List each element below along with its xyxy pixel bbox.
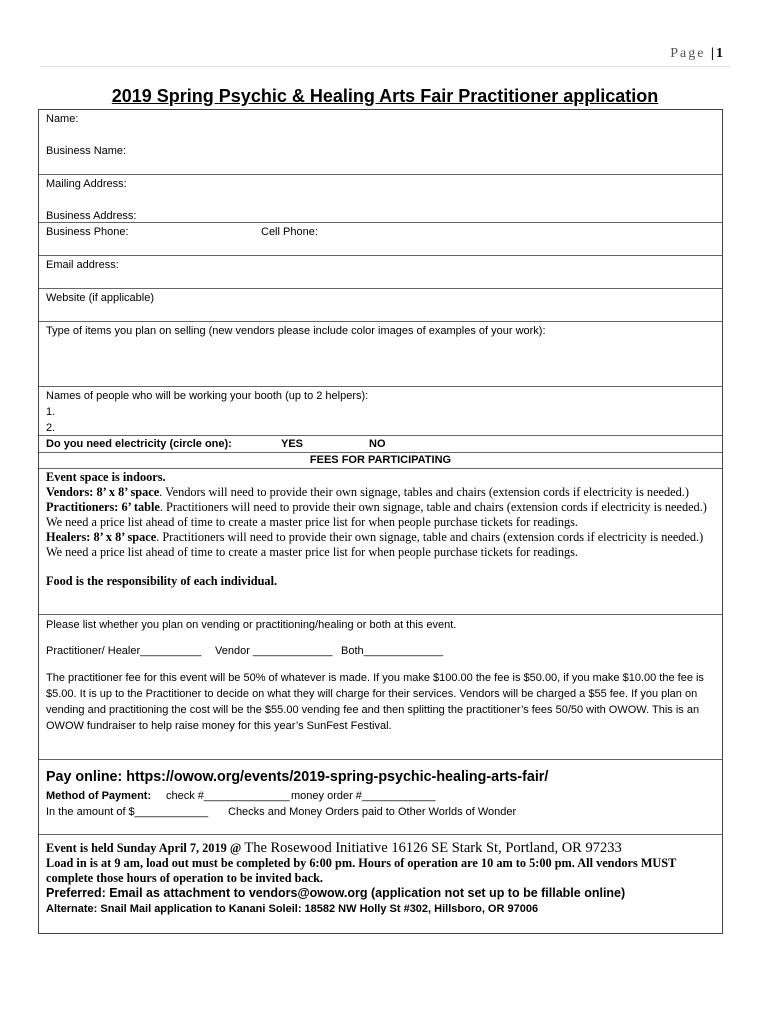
healers-info bbox=[46, 530, 712, 560]
indoors-note: Event space is indoors. bbox=[46, 470, 166, 484]
practitioners-label: Practitioners: 6’ table bbox=[46, 500, 160, 514]
business-phone-field[interactable]: Business Phone: bbox=[46, 226, 129, 238]
electricity-no-option[interactable]: NO bbox=[369, 438, 386, 450]
header-rule bbox=[40, 66, 730, 67]
business-name-field[interactable]: Business Name: bbox=[46, 145, 127, 157]
page-word: Page bbox=[670, 46, 706, 61]
section-fees-heading bbox=[39, 453, 722, 469]
section-addresses bbox=[39, 175, 722, 223]
section-items bbox=[39, 322, 722, 387]
checks-payable-note: Checks and Money Orders paid to Other Worlds of Wonder bbox=[228, 806, 517, 818]
preferred-submission: Preferred: Email as attachment to vendors@owow.org (application not set up to be fillable online) bbox=[46, 886, 626, 900]
practitioner-healer-field[interactable]: Practitioner/ Healer__________ bbox=[46, 645, 202, 657]
email-field[interactable]: Email address: bbox=[46, 259, 119, 271]
fees-heading: FEES FOR PARTICIPATING bbox=[309, 454, 452, 466]
section-payment bbox=[39, 760, 722, 835]
event-date-line bbox=[46, 841, 712, 856]
section-participation bbox=[39, 615, 722, 760]
practitioners-info bbox=[46, 500, 712, 530]
section-website bbox=[39, 289, 722, 322]
amount-field[interactable]: In the amount of $____________ bbox=[46, 806, 209, 818]
vendor-field[interactable]: Vendor _____________ bbox=[215, 645, 333, 657]
event-held: Event is held Sunday April 7, 2019 @ bbox=[46, 841, 245, 855]
money-order-field[interactable]: money order #____________ bbox=[291, 790, 436, 802]
helper-1-field[interactable]: 1. bbox=[46, 406, 56, 418]
cell-phone-field[interactable]: Cell Phone: bbox=[261, 226, 318, 238]
vendors-label: Vendors: 8’ x 8’ space bbox=[46, 485, 160, 499]
electricity-label: Do you need electricity (circle one): bbox=[46, 438, 232, 450]
pay-online-link[interactable]: Pay online: https://owow.org/events/2019-spring-psychic-healing-arts-fair/ bbox=[46, 769, 549, 785]
both-field[interactable]: Both_____________ bbox=[341, 645, 444, 657]
check-number-field[interactable]: check #______________ bbox=[166, 790, 290, 802]
page-number: 1 bbox=[716, 46, 725, 61]
fee-paragraph: The practitioner fee for this event will be 50% of whatever is made. If you make $100.00 the fee is $50.00, if you make $10.00 the fee is $5.00. It is up to the Practitioner to decide on what they will charge for their services. Vendors will be charged a $55 fee. If you plan on vending and practitioning the cost will be the $55.00 vending fee and then splitting the practitioner’s fees 50/50 with OWOW. This is an OWOW fundraiser to help raise money for this year’s SunFest Festival. bbox=[46, 672, 704, 732]
items-selling-field[interactable]: Type of items you plan on selling (new vendors please include color images of examples of your work): bbox=[46, 325, 546, 337]
section-electricity bbox=[39, 436, 722, 453]
participation-prompt: Please list whether you plan on vending or practitioning/healing or both at this event. bbox=[46, 619, 457, 631]
mailing-address-field[interactable]: Mailing Address: bbox=[46, 178, 127, 190]
food-note: Food is the responsibility of each individual. bbox=[46, 574, 278, 588]
section-phones bbox=[39, 223, 722, 256]
alternate-submission: Alternate: Snail Mail application to Kanani Soleil: 18582 NW Holly St #302, Hillsboro, OR 97006 bbox=[46, 903, 539, 915]
helpers-label: Names of people who will be working your booth (up to 2 helpers): bbox=[46, 390, 369, 402]
electricity-yes-option[interactable]: YES bbox=[281, 438, 304, 450]
application-form bbox=[38, 109, 723, 934]
page-separator: | bbox=[710, 46, 716, 61]
practitioners-text: . Practitioners will need to provide their own signage, table and chairs (extension cords if electricity is needed.) We need a price list ahead of time to create a master price list for when people purchase tickets for readings. bbox=[46, 500, 707, 529]
helper-2-field[interactable]: 2. bbox=[46, 422, 56, 434]
vendors-info bbox=[46, 485, 712, 500]
payment-method-label: Method of Payment: bbox=[46, 790, 152, 802]
section-event bbox=[39, 835, 722, 933]
section-helpers bbox=[39, 387, 722, 436]
section-names bbox=[39, 110, 722, 175]
page-header bbox=[40, 46, 725, 62]
load-in-info: Load in is at 9 am, load out must be completed by 6:00 pm. Hours of operation are 10 am to 5:00 pm. All vendors MUST complete those hours of operation to be invited back. bbox=[46, 856, 677, 885]
section-fees-info bbox=[39, 469, 722, 615]
vendors-text: . Vendors will need to provide their own signage, tables and chairs (extension cords if electricity is needed.) bbox=[159, 485, 689, 499]
website-field[interactable]: Website (if applicable) bbox=[46, 292, 155, 304]
section-email bbox=[39, 256, 722, 289]
event-venue: The Rosewood Initiative 16126 SE Stark St, Portland, OR 97233 bbox=[244, 840, 622, 856]
healers-text: . Practitioners will need to provide their own signage, table and chairs (extension cords if electricity is needed.) We need a price list ahead of time to create a master price list for when people purchase tickets for readings. bbox=[46, 530, 704, 559]
healers-label: Healers: 8’ x 8’ space bbox=[46, 530, 157, 544]
name-field[interactable]: Name: bbox=[46, 113, 79, 125]
document-title: 2019 Spring Psychic & Healing Arts Fair Practitioner application bbox=[111, 86, 659, 106]
business-address-field[interactable]: Business Address: bbox=[46, 210, 137, 222]
